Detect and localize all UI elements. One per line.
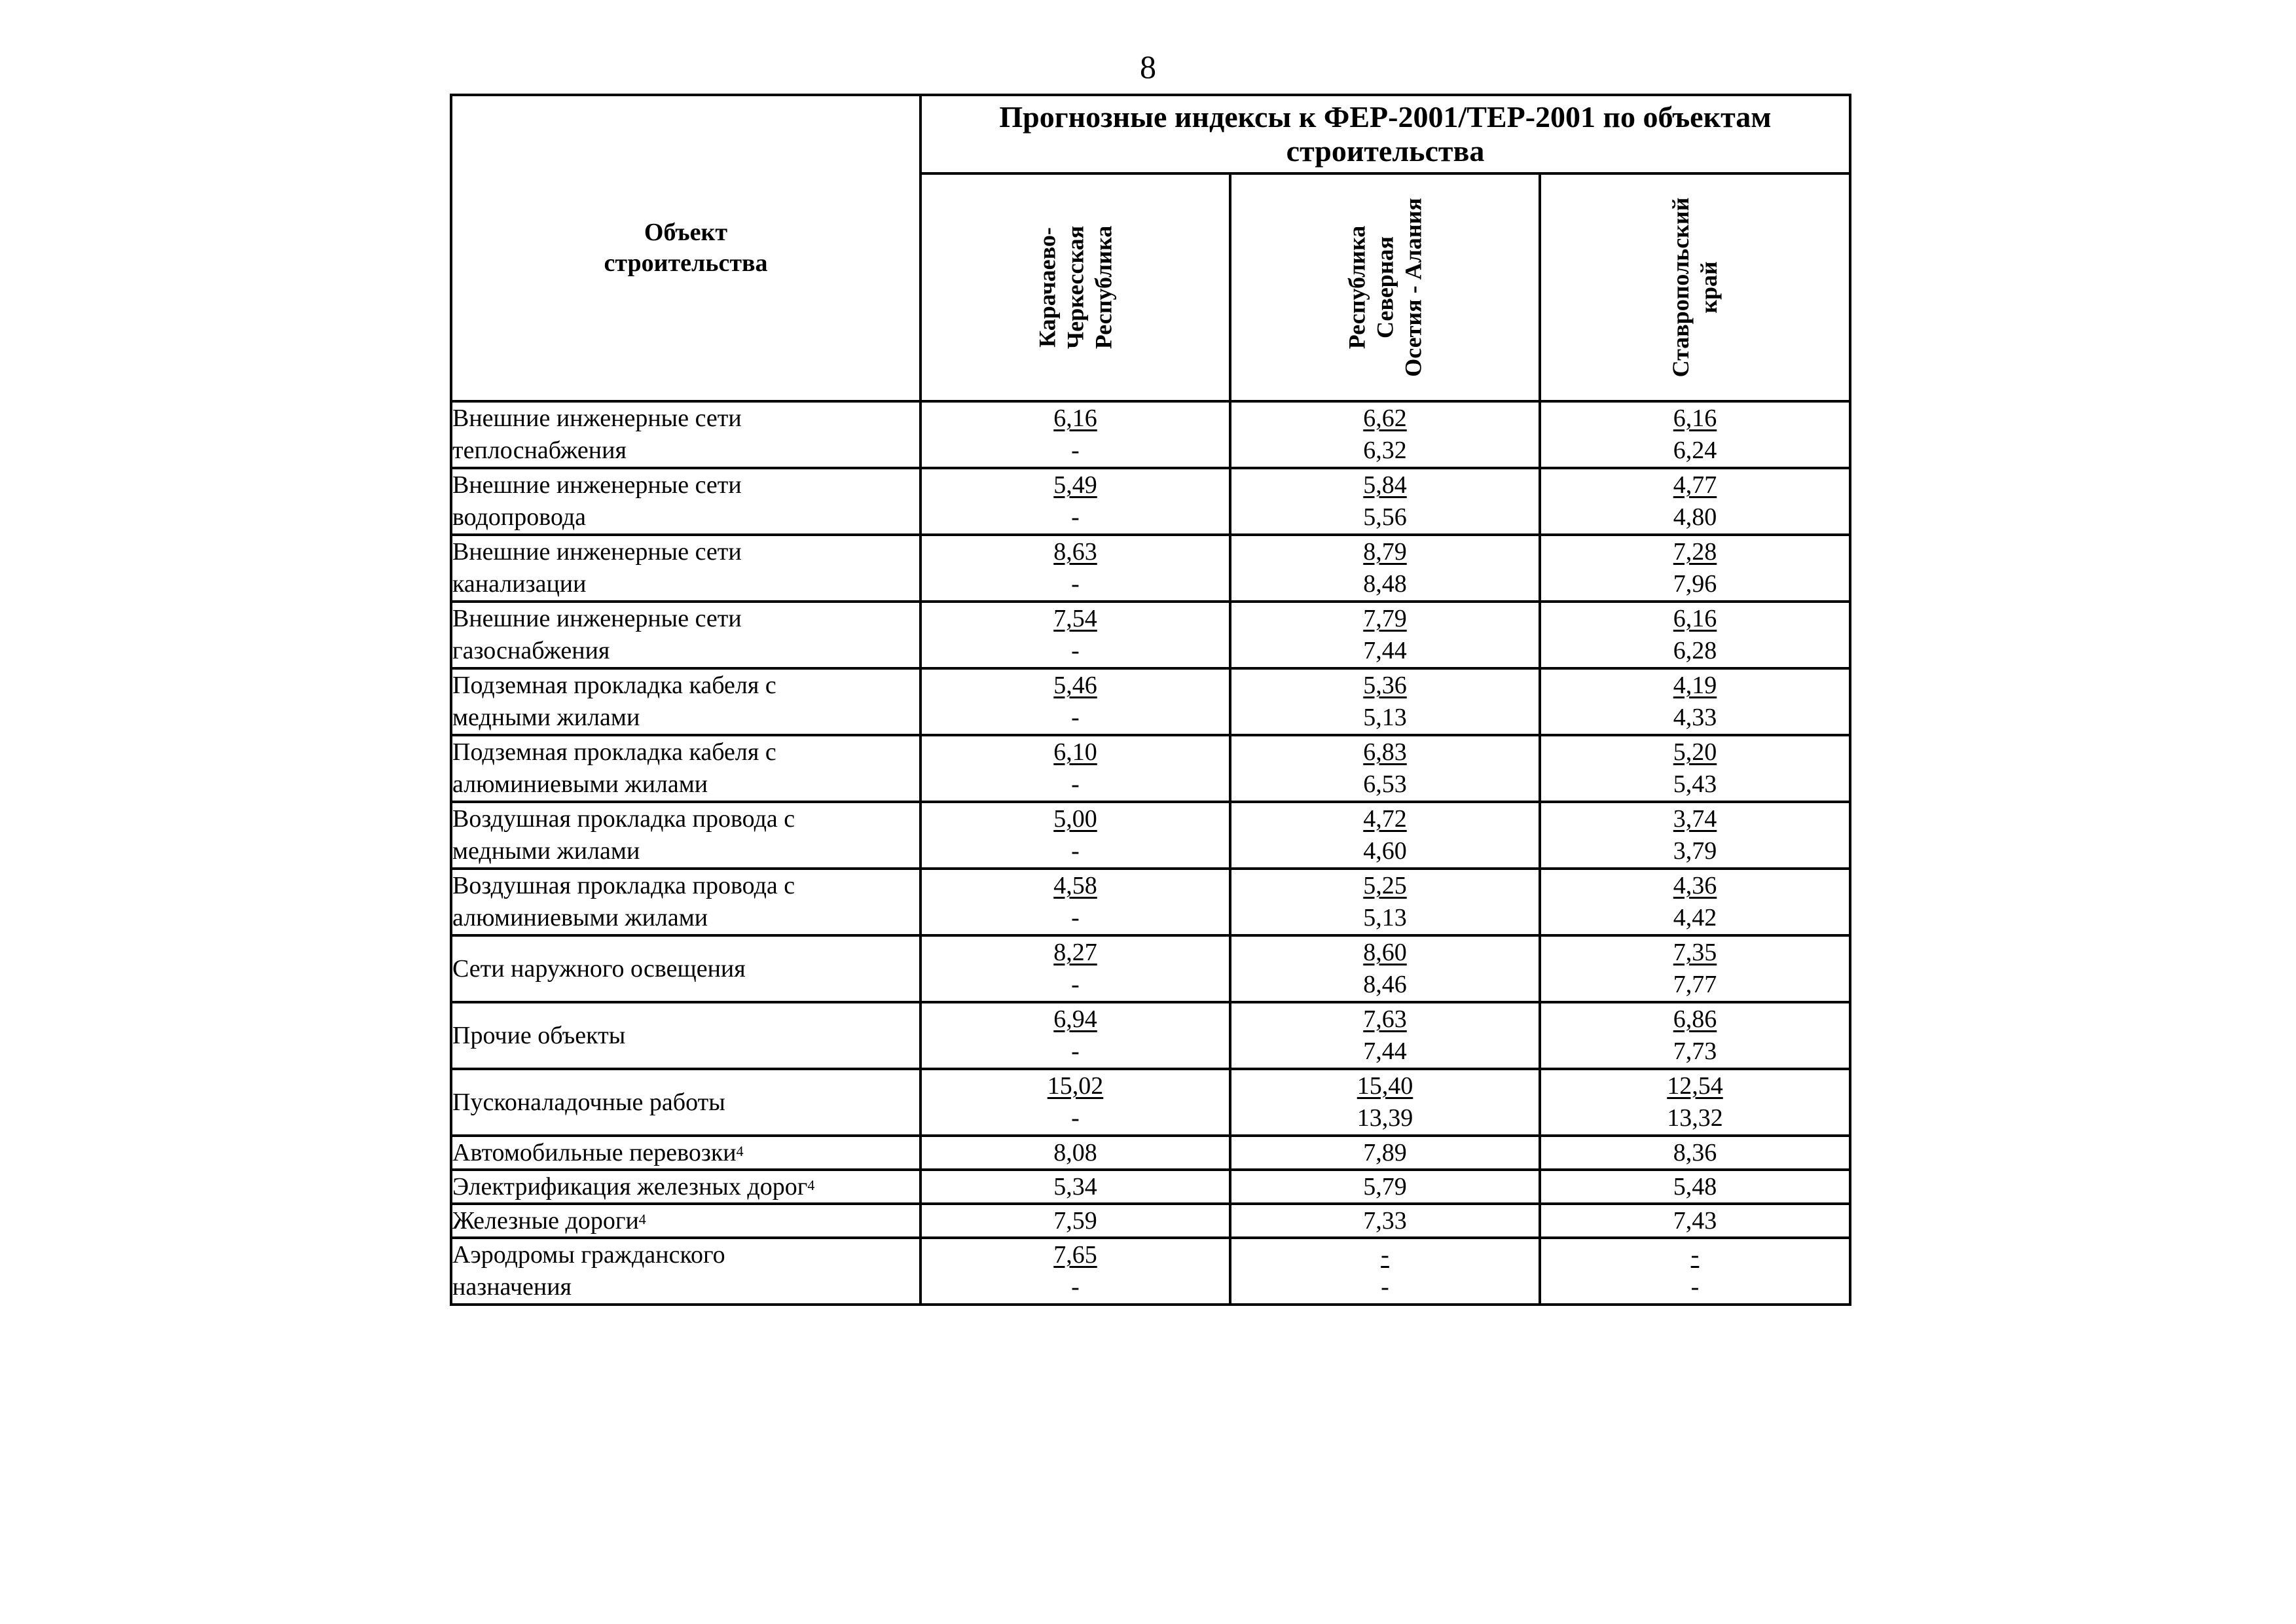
- region-header-label: Республика Северная Осетия - Алания: [1343, 198, 1426, 377]
- current-index: 4,19: [1673, 672, 1717, 699]
- current-index: 12,54: [1667, 1072, 1723, 1100]
- index-value-cell: [920, 535, 1230, 602]
- forecast-index: 13,32: [1667, 1104, 1723, 1132]
- object-name: Внешние инженерные сети водопровода: [451, 468, 920, 535]
- current-index: 7,63: [1363, 1005, 1407, 1033]
- index-value: 7,89: [1363, 1139, 1407, 1166]
- index-table: [450, 94, 1851, 1306]
- index-value-cell: [1540, 1136, 1850, 1170]
- forecast-index: 6,32: [1363, 437, 1407, 464]
- index-value: 8,36: [1673, 1139, 1717, 1166]
- index-value-cell: [1540, 602, 1850, 668]
- object-name: Прочие объекты: [451, 1002, 920, 1069]
- index-value-cell: [1540, 1238, 1850, 1305]
- forecast-index: -: [1071, 971, 1080, 998]
- object-name: Сети наружного освещения: [451, 935, 920, 1002]
- object-column-header: Объект строительства: [451, 95, 920, 401]
- index-value-cell: [1540, 1069, 1850, 1136]
- forecast-index: 4,60: [1363, 837, 1407, 865]
- forecast-index: -: [1690, 1273, 1700, 1301]
- current-index: 8,27: [1053, 939, 1097, 966]
- table-row: [451, 869, 1850, 935]
- table-row: [451, 1238, 1850, 1305]
- current-index: 7,35: [1673, 939, 1717, 966]
- forecast-index: 5,13: [1363, 704, 1407, 731]
- index-value-cell: [920, 802, 1230, 869]
- forecast-index: 5,13: [1363, 904, 1407, 931]
- current-index: 4,72: [1363, 805, 1407, 833]
- current-index: 7,54: [1053, 605, 1097, 632]
- index-value-cell: [1540, 1002, 1850, 1069]
- index-value-cell: [920, 1069, 1230, 1136]
- table-row: [451, 602, 1850, 668]
- forecast-index: 6,24: [1673, 437, 1717, 464]
- current-index: 8,60: [1363, 939, 1407, 966]
- region-header-label: Карачаево- Черкесская Республика: [1034, 225, 1116, 350]
- index-value-cell: [1230, 1136, 1540, 1170]
- index-value-cell: [920, 468, 1230, 535]
- index-value-cell: [1540, 535, 1850, 602]
- current-index: 4,58: [1053, 872, 1097, 899]
- forecast-index: 5,43: [1673, 770, 1717, 798]
- index-value: 7,33: [1363, 1207, 1407, 1235]
- current-index: 15,40: [1357, 1072, 1413, 1100]
- index-value-cell: [1230, 535, 1540, 602]
- index-value-cell: [1230, 935, 1540, 1002]
- index-value-cell: [1540, 401, 1850, 468]
- forecast-index: 7,77: [1673, 971, 1717, 998]
- footnote-mark: 4: [736, 1143, 744, 1159]
- object-name: Внешние инженерные сети теплоснабжения: [451, 401, 920, 468]
- indexes-header: Прогнозные индексы к ФЕР-2001/ТЕР-2001 по объектам строительства: [920, 95, 1850, 173]
- current-index: 15,02: [1047, 1072, 1104, 1100]
- forecast-index: 4,33: [1673, 704, 1717, 731]
- table-row: [451, 1069, 1850, 1136]
- current-index: 6,62: [1363, 405, 1407, 432]
- index-value-cell: [1230, 802, 1540, 869]
- footnote-mark: 4: [638, 1211, 646, 1227]
- forecast-index: -: [1071, 704, 1080, 731]
- index-value-cell: [1230, 602, 1540, 668]
- forecast-index: 7,44: [1363, 1038, 1407, 1065]
- index-value-cell: [920, 869, 1230, 935]
- region-header: [1540, 173, 1850, 401]
- current-index: -: [1381, 1241, 1389, 1269]
- table-row: [451, 668, 1850, 735]
- index-value-cell: [1230, 468, 1540, 535]
- current-index: 7,65: [1053, 1241, 1097, 1269]
- forecast-index: 7,96: [1673, 570, 1717, 598]
- forecast-index: 13,39: [1357, 1104, 1413, 1132]
- index-value-cell: [1230, 1170, 1540, 1204]
- object-name: Железные дороги$^4$: [451, 1204, 920, 1238]
- current-index: 6,16: [1053, 405, 1097, 432]
- region-header: [1230, 173, 1540, 401]
- object-name: Электрификация железных дорог$^4$: [451, 1170, 920, 1204]
- index-value-cell: [1540, 802, 1850, 869]
- index-value-cell: [1540, 668, 1850, 735]
- index-value-cell: [1230, 668, 1540, 735]
- object-name: Пусконаладочные работы: [451, 1069, 920, 1136]
- current-index: 4,36: [1673, 872, 1717, 899]
- object-name: Аэродромы гражданского назначения: [451, 1238, 920, 1305]
- forecast-index: -: [1071, 437, 1080, 464]
- current-index: 6,94: [1053, 1005, 1097, 1033]
- index-value: 7,59: [1053, 1207, 1097, 1235]
- index-value: 5,48: [1673, 1173, 1717, 1200]
- index-value: 8,08: [1053, 1139, 1097, 1166]
- current-index: 5,84: [1363, 471, 1407, 499]
- forecast-index: 8,46: [1363, 971, 1407, 998]
- forecast-index: 4,80: [1673, 503, 1717, 531]
- table-row: [451, 802, 1850, 869]
- index-value-cell: [1230, 735, 1540, 802]
- index-value-cell: [1230, 1238, 1540, 1305]
- table-row: [451, 735, 1850, 802]
- index-value-cell: [920, 1136, 1230, 1170]
- current-index: 5,36: [1363, 672, 1407, 699]
- index-value-cell: [1540, 735, 1850, 802]
- forecast-index: -: [1071, 1038, 1080, 1065]
- index-value-cell: [920, 935, 1230, 1002]
- index-value-cell: [920, 735, 1230, 802]
- forecast-index: -: [1071, 570, 1080, 598]
- current-index: 6,16: [1673, 405, 1717, 432]
- index-value-cell: [1540, 1170, 1850, 1204]
- table-row: [451, 935, 1850, 1002]
- forecast-index: -: [1071, 837, 1080, 865]
- current-index: 8,63: [1053, 538, 1097, 566]
- current-index: 5,46: [1053, 672, 1097, 699]
- object-name: Подземная прокладка кабеля с алюминиевыми жилами: [451, 735, 920, 802]
- object-name: Воздушная прокладка провода с медными жилами: [451, 802, 920, 869]
- index-value-cell: [1540, 1204, 1850, 1238]
- current-index: 6,10: [1053, 738, 1097, 766]
- index-value: 5,79: [1363, 1173, 1407, 1200]
- forecast-index: 6,53: [1363, 770, 1407, 798]
- current-index: 7,79: [1363, 605, 1407, 632]
- forecast-index: 3,79: [1673, 837, 1717, 865]
- index-value-cell: [1230, 1069, 1540, 1136]
- current-index: 5,20: [1673, 738, 1717, 766]
- current-index: 5,00: [1053, 805, 1097, 833]
- index-value-cell: [1540, 468, 1850, 535]
- index-value-cell: [920, 1002, 1230, 1069]
- index-value-cell: [1540, 869, 1850, 935]
- index-value-cell: [1230, 401, 1540, 468]
- forecast-index: 8,48: [1363, 570, 1407, 598]
- current-index: -: [1690, 1241, 1700, 1269]
- current-index: 7,28: [1673, 538, 1717, 566]
- table-row: [451, 1002, 1850, 1069]
- forecast-index: 4,42: [1673, 904, 1717, 931]
- footnote-mark: 4: [807, 1177, 815, 1193]
- index-value-cell: [920, 602, 1230, 668]
- index-value: 7,43: [1673, 1207, 1717, 1235]
- current-index: 6,83: [1363, 738, 1407, 766]
- current-index: 6,16: [1673, 605, 1717, 632]
- forecast-index: -: [1381, 1273, 1389, 1301]
- object-name: Внешние инженерные сети газоснабжения: [451, 602, 920, 668]
- forecast-index: -: [1071, 770, 1080, 798]
- current-index: 4,77: [1673, 471, 1717, 499]
- current-index: 3,74: [1673, 805, 1717, 833]
- index-value-cell: [920, 401, 1230, 468]
- current-index: 5,49: [1053, 471, 1097, 499]
- forecast-index: -: [1071, 904, 1080, 931]
- table-row: [451, 468, 1850, 535]
- region-header: [920, 173, 1230, 401]
- region-header-label: Ставропольский край: [1667, 197, 1722, 378]
- index-value: 5,34: [1053, 1173, 1097, 1200]
- forecast-index: 5,56: [1363, 503, 1407, 531]
- index-value-cell: [1540, 935, 1850, 1002]
- current-index: 5,25: [1363, 872, 1407, 899]
- index-value-cell: [1230, 1002, 1540, 1069]
- forecast-index: 6,28: [1673, 637, 1717, 664]
- table-row: [451, 1170, 1850, 1204]
- page-number: 8: [1140, 48, 1156, 85]
- index-value-cell: [920, 1204, 1230, 1238]
- object-name: Воздушная прокладка провода с алюминиевыми жилами: [451, 869, 920, 935]
- index-value-cell: [920, 668, 1230, 735]
- table-row: [451, 1136, 1850, 1170]
- forecast-index: -: [1071, 1273, 1080, 1301]
- table-row: [451, 401, 1850, 468]
- table-row: [451, 1204, 1850, 1238]
- index-value-cell: [920, 1238, 1230, 1305]
- index-value-cell: [1230, 1204, 1540, 1238]
- current-index: 8,79: [1363, 538, 1407, 566]
- index-value-cell: [920, 1170, 1230, 1204]
- object-name: Подземная прокладка кабеля с медными жилами: [451, 668, 920, 735]
- current-index: 6,86: [1673, 1005, 1717, 1033]
- object-name: Внешние инженерные сети канализации: [451, 535, 920, 602]
- forecast-index: -: [1071, 1104, 1080, 1132]
- forecast-index: -: [1071, 637, 1080, 664]
- forecast-index: -: [1071, 503, 1080, 531]
- forecast-index: 7,44: [1363, 637, 1407, 664]
- object-name: Автомобильные перевозки$^4$: [451, 1136, 920, 1170]
- table-row: [451, 535, 1850, 602]
- forecast-index: 7,73: [1673, 1038, 1717, 1065]
- index-value-cell: [1230, 869, 1540, 935]
